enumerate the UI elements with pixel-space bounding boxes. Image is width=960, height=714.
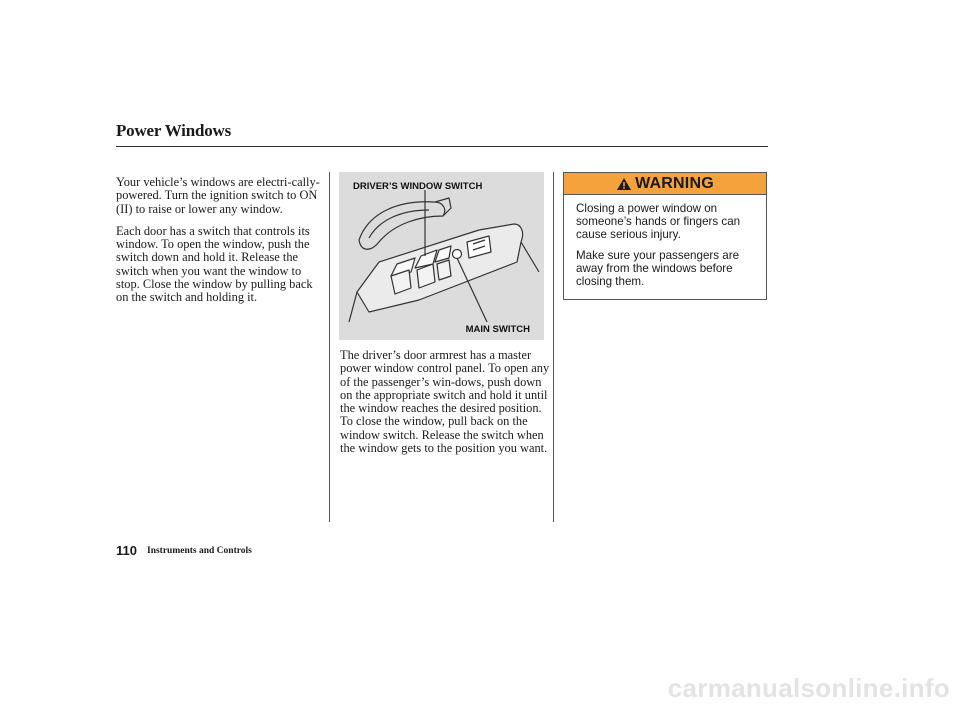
paragraph: Each door has a switch that controls its window. To open the window, push the switch down and hold it. Release the switch when you want the window to stop. Close the window by pulling back on the switch and holding it. [116, 223, 313, 305]
warning-body [564, 195, 766, 288]
page-number: 110 [116, 543, 137, 558]
main-switch-label: MAIN SWITCH [465, 324, 530, 335]
window-switch-illustration [339, 172, 544, 340]
page-title: Power Windows [116, 121, 232, 140]
warning-triangle-icon [616, 177, 632, 191]
door-armrest-drawing [339, 172, 544, 340]
warning-heading: WARNING [635, 174, 714, 192]
column-1-text [116, 176, 321, 314]
paragraph: Your vehicle’s windows are electri-cally-powered. Turn the ignition switch to ON (II) to raise or lower any window. [116, 175, 320, 216]
column-divider-1 [329, 172, 330, 522]
column-2-text [340, 349, 552, 464]
title-rule [116, 146, 768, 147]
warning-paragraph: Closing a power window on someone’s hands or fingers can cause serious injury. [576, 202, 741, 241]
column-divider-2 [553, 172, 554, 522]
watermark: carmanualsonline.info [667, 673, 950, 703]
warning-paragraph: Make sure your passengers are away from the windows before closing them. [576, 249, 740, 288]
driver-window-switch-label: DRIVER’S WINDOW SWITCH [353, 181, 483, 192]
section-name: Instruments and Controls [147, 546, 252, 556]
warning-box [563, 172, 767, 300]
paragraph: The driver’s door armrest has a master power window control panel. To open any of the passenger’s win-dows, push down on the appropriate switch and hold it until the window reaches the desired position. To close the window, pull back on the window switch. Release the switch when the window gets to the position you want. [340, 348, 550, 456]
warning-header [564, 173, 766, 195]
